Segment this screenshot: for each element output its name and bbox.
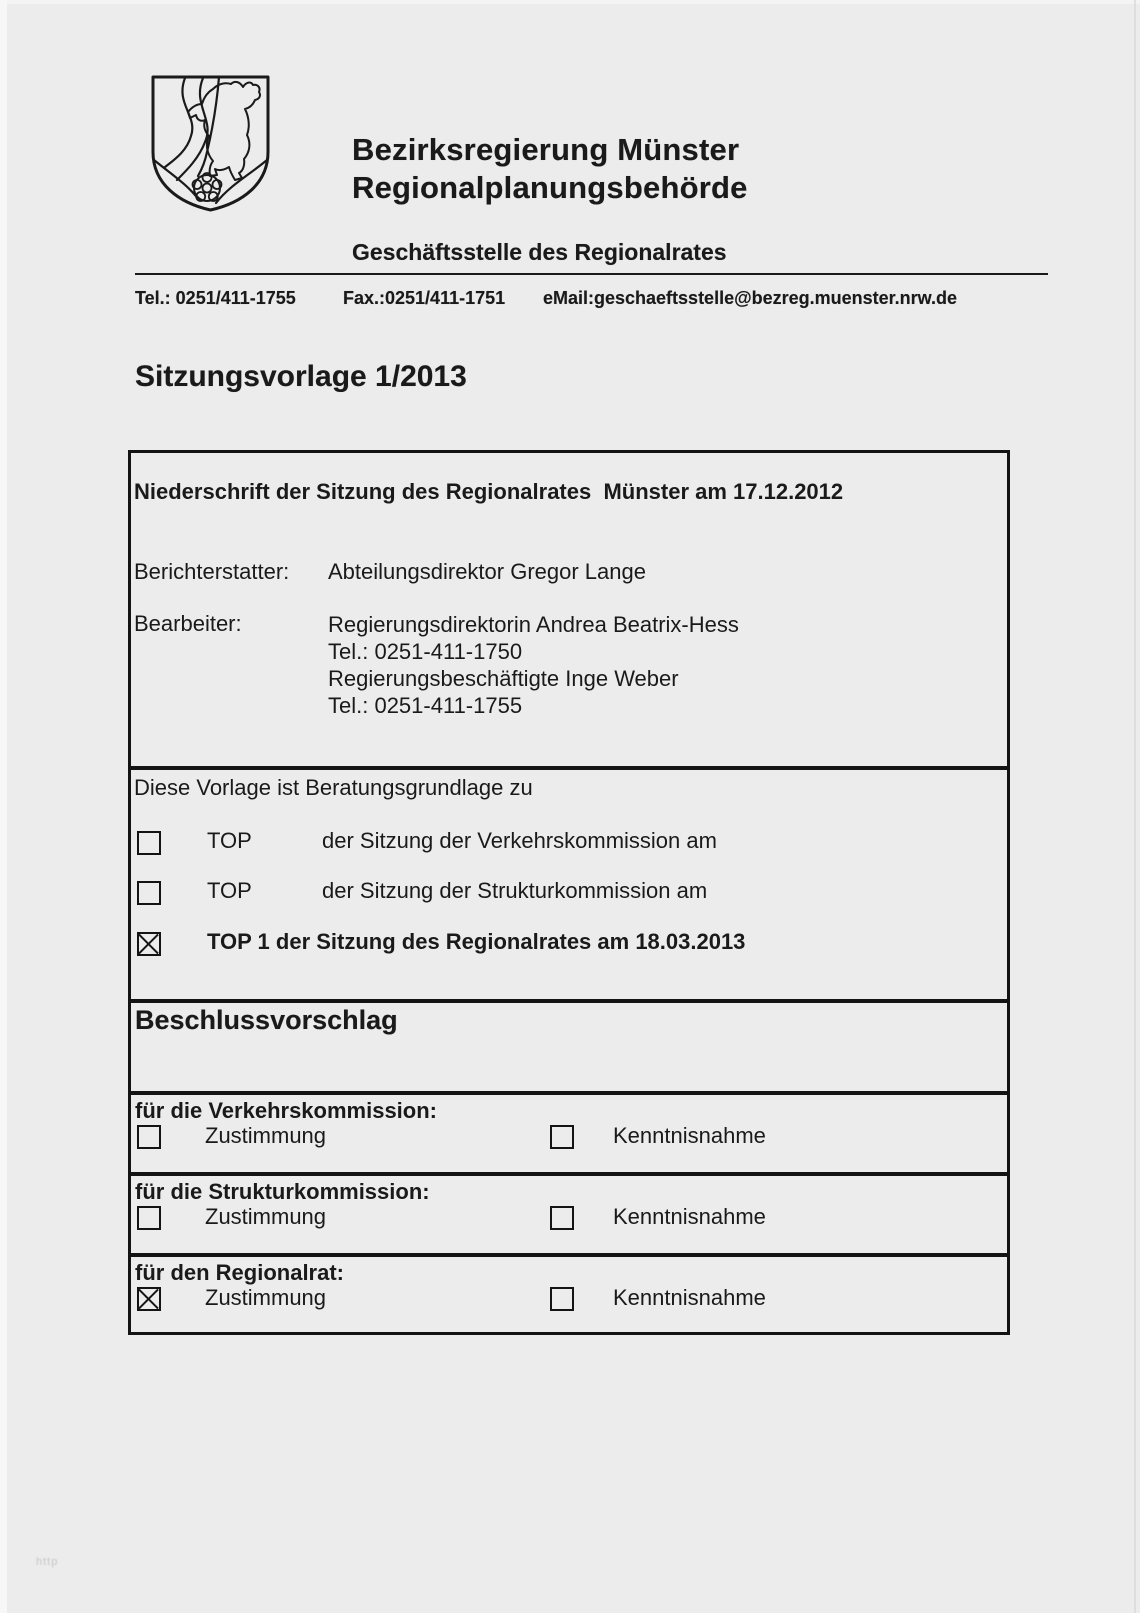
phone-number: Tel.: 0251/411-1755 xyxy=(135,288,296,308)
checkbox-verkehrskommission-top[interactable] xyxy=(137,831,161,855)
org-title-line1: Bezirksregierung Münster xyxy=(352,132,740,167)
consultation-intro: Diese Vorlage ist Beratungsgrundlage zu xyxy=(134,775,533,800)
zustimmung-label: Zustimmung xyxy=(205,1204,327,1229)
editor-line: Tel.: 0251-411-1750 xyxy=(328,639,523,664)
kenntnisnahme-label: Kenntnisnahme xyxy=(613,1123,766,1148)
reporter-value: Abteilungsdirektor Gregor Lange xyxy=(328,559,646,584)
decision-heading: für den Regionalrat: xyxy=(135,1260,345,1285)
scan-edge-top xyxy=(0,0,1140,4)
page-title: Sitzungsvorlage 1/2013 xyxy=(135,360,467,393)
email-address: eMail:geschaeftsstelle@bezreg.muenster.nrw.de xyxy=(543,288,958,308)
org-title-line2: Regionalplanungsbehörde xyxy=(352,170,748,205)
consultation-row-text: der Sitzung der Strukturkommission am xyxy=(322,878,708,903)
footer-faint-mark: http xyxy=(36,1556,59,1568)
editor-line: Regierungsbeschäftigte Inge Weber xyxy=(328,666,679,691)
scan-edge-right xyxy=(1134,0,1136,1613)
zustimmung-label: Zustimmung xyxy=(205,1285,327,1310)
decision-heading: für die Strukturkommission: xyxy=(135,1179,430,1204)
nrw-coat-of-arms-icon xyxy=(147,72,274,214)
section-meeting-info xyxy=(131,453,1007,766)
fax-number: Fax.:0251/411-1751 xyxy=(343,288,506,308)
meeting-subject: Niederschrift der Sitzung des Regionalrates Münster am 17.12.2012 xyxy=(134,479,844,504)
zustimmung-label: Zustimmung xyxy=(205,1123,327,1148)
checkbox-kenntnisnahme[interactable] xyxy=(550,1287,574,1311)
editor-line: Tel.: 0251-411-1755 xyxy=(328,693,523,718)
checkbox-kenntnisnahme[interactable] xyxy=(550,1125,574,1149)
section-decision-regionalrat xyxy=(131,1253,1007,1332)
reporter-label: Berichterstatter: xyxy=(134,559,290,584)
kenntnisnahme-label: Kenntnisnahme xyxy=(613,1285,766,1310)
editor-value xyxy=(328,611,739,719)
office-subtitle: Geschäftsstelle des Regionalrates xyxy=(352,239,727,265)
checkbox-kenntnisnahme[interactable] xyxy=(550,1206,574,1230)
section-decision-verkehrskommission xyxy=(131,1091,1007,1172)
section-proposal xyxy=(131,999,1007,1091)
consultation-row-text-bold: TOP 1 der Sitzung des Regionalrates am 18.03.2013 xyxy=(207,929,746,954)
consultation-row-text: der Sitzung der Verkehrskommission am xyxy=(322,828,717,853)
editor-label: Bearbeiter: xyxy=(134,611,242,636)
top-label: TOP xyxy=(207,828,252,853)
header-divider xyxy=(135,273,1048,275)
section-decision-strukturkommission xyxy=(131,1172,1007,1253)
checkbox-regionalrat-top[interactable] xyxy=(137,932,161,956)
checkbox-zustimmung[interactable] xyxy=(137,1206,161,1230)
proposal-heading: Beschlussvorschlag xyxy=(135,1005,398,1035)
decision-heading: für die Verkehrskommission: xyxy=(135,1098,437,1123)
section-consultation-basis xyxy=(131,766,1007,999)
top-label: TOP xyxy=(207,878,252,903)
kenntnisnahme-label: Kenntnisnahme xyxy=(613,1204,766,1229)
org-title xyxy=(352,131,748,207)
document-table xyxy=(128,450,1010,1335)
scan-edge-left xyxy=(0,0,7,1613)
checkbox-zustimmung[interactable] xyxy=(137,1287,161,1311)
checkbox-strukturkommission-top[interactable] xyxy=(137,881,161,905)
editor-line: Regierungsdirektorin Andrea Beatrix-Hess xyxy=(328,612,739,637)
checkbox-zustimmung[interactable] xyxy=(137,1125,161,1149)
